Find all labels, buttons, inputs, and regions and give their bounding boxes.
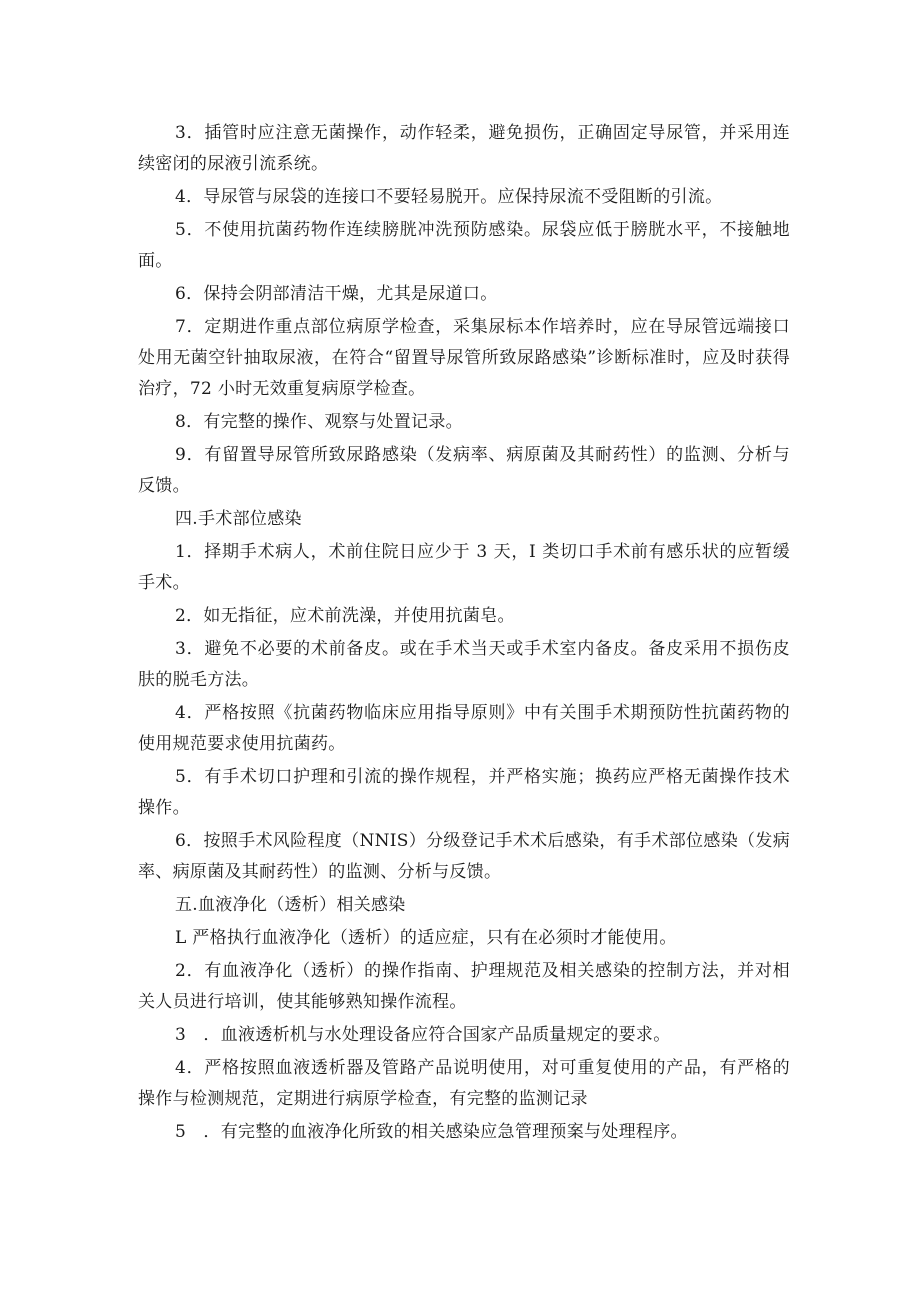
paragraph-4-4: 4．严格按照《抗菌药物临床应用指导原则》中有关围手术期预防性抗菌药物的使用规范要求使用抗菌药。 xyxy=(138,703,790,754)
paragraph-5-3: 3 ．血液透析机与水处理设备应符合国家产品质量规定的要求。 xyxy=(175,1025,671,1045)
paragraph-4-5: 5．有手术切口护理和引流的操作规程，并严格实施；换药应严格无菌操作技术操作。 xyxy=(138,767,790,818)
section-heading-blood-purification: 五.血液净化（透析）相关感染 xyxy=(175,895,406,915)
paragraph-3-6: 6．保持会阴部清洁干燥，尤其是尿道口。 xyxy=(175,284,498,304)
paragraph-5-4: 4．严格按照血液透析器及管路产品说明使用，对可重复使用的产品，有严格的操作与检测规范，定期进行病原学检查，有完整的监测记录 xyxy=(138,1058,790,1109)
paragraph-4-2: 2．如无指征，应术前洗澡，并使用抗菌皂。 xyxy=(175,606,515,626)
paragraph-4-6: 6．按照手术风险程度（NNIS）分级登记手术术后感染，有手术部位感染（发病率、病原菌及其耐药性）的监测、分析与反馈。 xyxy=(138,831,790,882)
document-body xyxy=(138,118,790,1150)
paragraph-3-3: 3．插管时应注意无菌操作，动作轻柔，避免损伤，正确固定导尿管，并采用连续密闭的尿液引流系统。 xyxy=(138,123,790,174)
paragraph-3-4: 4．导尿管与尿袋的连接口不要轻易脱开。应保持尿流不受阻断的引流。 xyxy=(175,187,723,207)
paragraph-5-2: 2．有血液净化（透析）的操作指南、护理规范及相关感染的控制方法，并对相关人员进行培训，使其能够熟知操作流程。 xyxy=(138,961,790,1012)
paragraph-5-5: 5 ．有完整的血液净化所致的相关感染应急管理预案与处理程序。 xyxy=(175,1122,688,1142)
paragraph-5-1: L 严格执行血液净化（透析）的适应症，只有在必须时才能使用。 xyxy=(175,928,677,948)
section-heading-surgical-site-infection: 四.手术部位感染 xyxy=(175,509,302,529)
paragraph-4-3: 3．避免不必要的术前备皮。或在手术当天或手术室内备皮。备皮采用不损伤皮肤的脱毛方法。 xyxy=(138,639,790,690)
paragraph-3-8: 8．有完整的操作、观察与处置记录。 xyxy=(175,412,463,432)
paragraph-3-9: 9．有留置导尿管所致尿路感染（发病率、病原菌及其耐药性）的监测、分析与反馈。 xyxy=(138,445,790,496)
paragraph-3-7: 7．定期进作重点部位病原学检查，采集尿标本作培养时，应在导尿管远端接口处用无菌空针抽取尿液，在符合“留置导尿管所致尿路感染”诊断标准时，应及时获得治疗，72 小时无效重复病原学检查。 xyxy=(138,317,790,399)
paragraph-3-5: 5．不使用抗菌药物作连续膀胱冲洗预防感染。尿袋应低于膀胱水平，不接触地面。 xyxy=(138,220,790,271)
paragraph-4-1: 1．择期手术病人，术前住院日应少于 3 天，I 类切口手术前有感乐状的应暂缓手术。 xyxy=(138,542,790,593)
